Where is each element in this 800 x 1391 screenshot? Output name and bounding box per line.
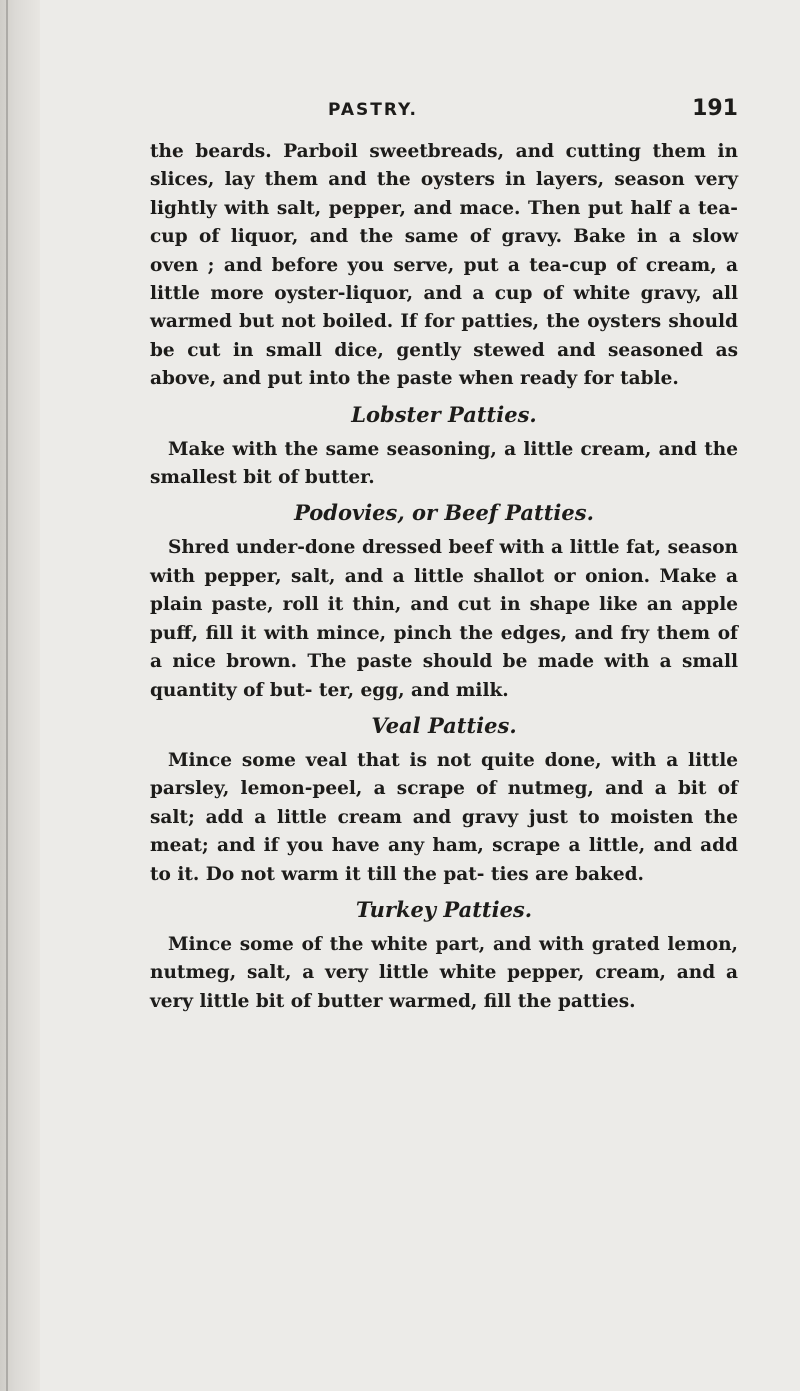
book-page: [150, 96, 738, 1016]
intro-paragraph: the beards. Parboil sweetbreads, and cutting them in slices, lay them and the oysters in layers, season very lightly with salt, pepper, and mace. Then put half a tea-cup of liquor, and the same of gravy. Bake in a slow oven ; and before you serve, put a tea-cup of cream, a little more oyster-liquor, and a cup of white gravy, all warmed but not boiled. If for patties, the oysters should be cut in small dice, gently stewed and seasoned as above, and put into the paste when ready for table.: [150, 141, 738, 390]
section-heading: Podovies, or Beef Patties.: [294, 500, 594, 526]
section-body: Mince some veal that is not quite done, with a little parsley, lemon-peel, a scrape of nutmeg, and a bit of salt; add a little cream and gravy just to moisten the meat; and if you have any ham, scrape a little, and add to it. Do not warm it till the pat- ties are baked.: [150, 749, 738, 885]
section-lobster-patties: [150, 400, 738, 493]
section-body: Mince some of the white part, and with grated lemon, nutmeg, salt, a very little white pepper, cream, and a very little bit of butter warmed, fill the patties.: [150, 933, 738, 1012]
binding-gutter: [0, 0, 40, 1391]
section-body: Shred under-done dressed beef with a little fat, season with pepper, salt, and a little shallot or onion. Make a plain paste, roll it thin, and cut in shape like an apple puff, fill it with mince, pinch the edges, and fry them of a nice brown. The paste should be made with a small quantity of but- ter, egg, and milk.: [150, 537, 738, 701]
section-body: Make with the same seasoning, a little cream, and the smallest bit of butter.: [150, 438, 738, 489]
binding-edge-line: [6, 0, 8, 1391]
section-heading: Turkey Patties.: [355, 896, 533, 922]
section-beef-patties: [150, 498, 738, 704]
running-title: PASTRY.: [328, 100, 419, 120]
section-veal-patties: [150, 711, 738, 889]
section-heading: Lobster Patties.: [351, 401, 537, 427]
section-heading: Veal Patties.: [371, 712, 517, 738]
page-number: 191: [692, 96, 738, 121]
section-turkey-patties: [150, 895, 738, 1016]
running-head: [150, 96, 738, 134]
